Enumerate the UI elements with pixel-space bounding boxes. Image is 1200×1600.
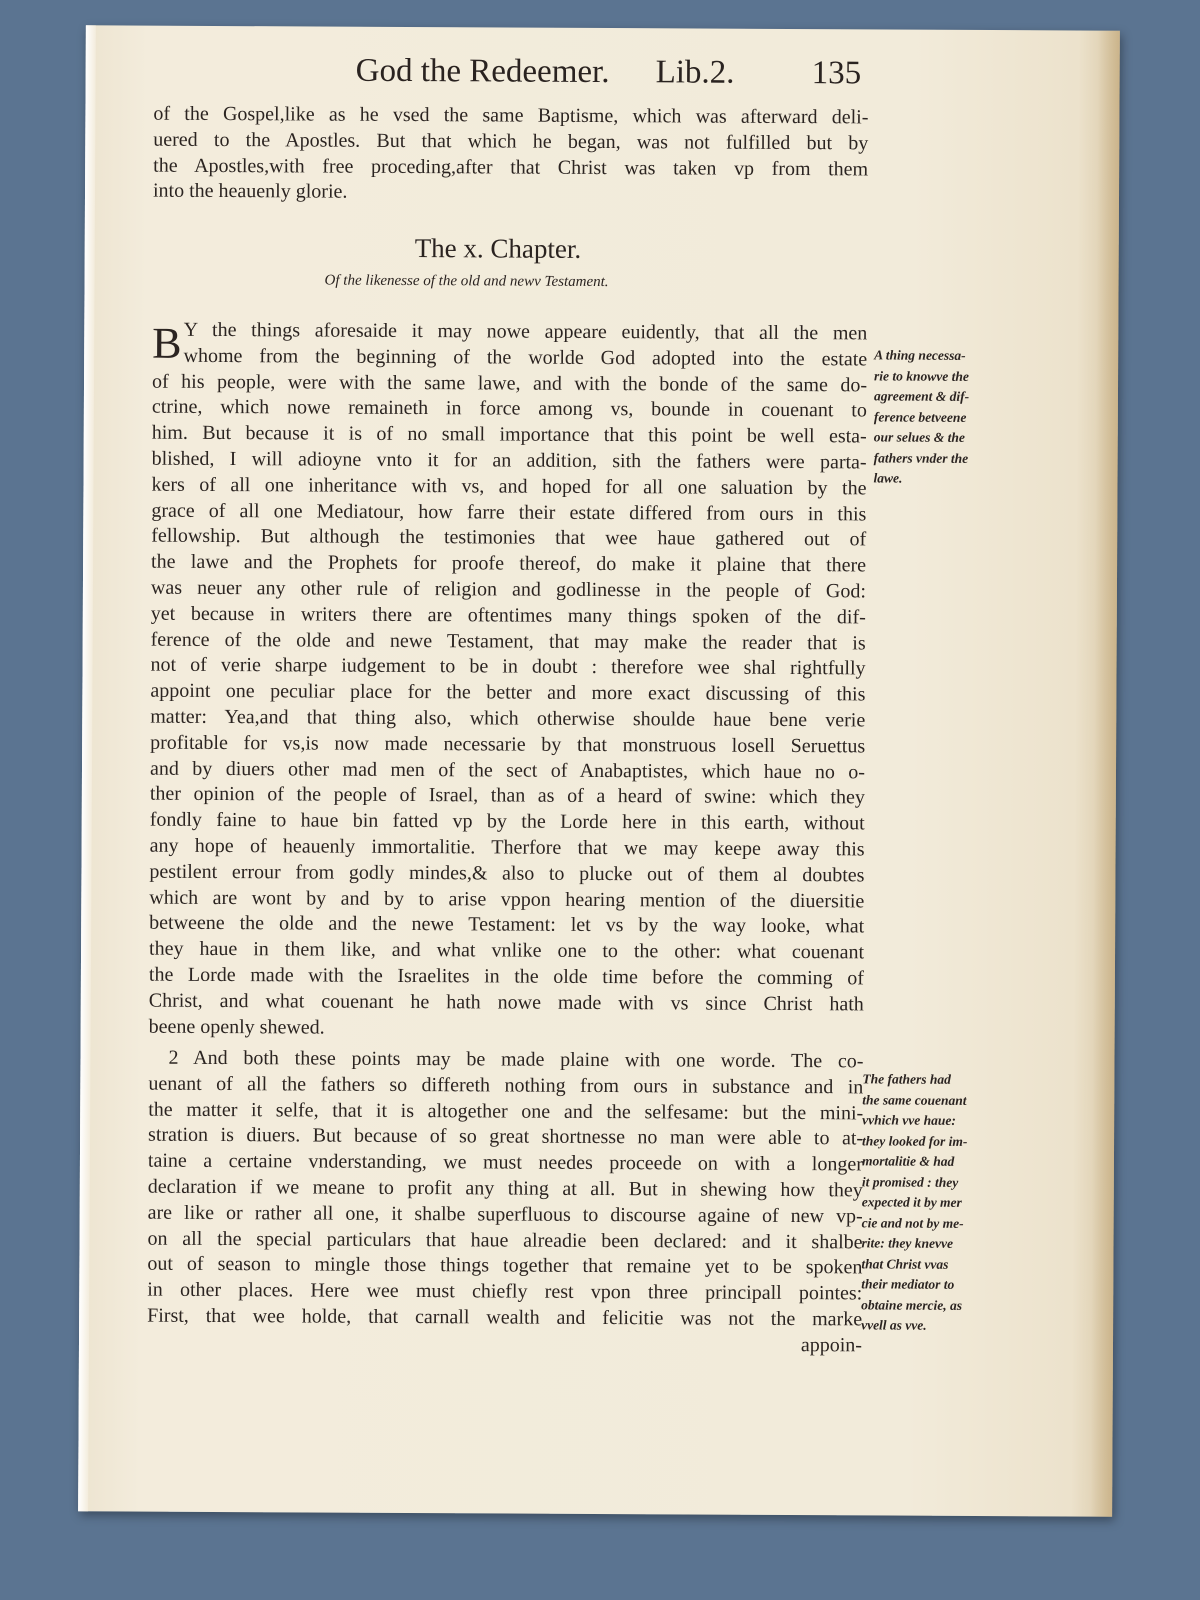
text-line: pestilent errour from godly mindes,& also to plucke out of them al doubtes <box>149 860 865 887</box>
text-line: betweene the olde and the newe Testament: let vs by the way looke, what <box>149 911 865 938</box>
text-line: declaration if we meane to profit any thing at all. But in shewing how they <box>147 1175 863 1202</box>
text-line: blished, I will adioyne vnto it for an addition, sith the fathers were parta- <box>151 447 867 474</box>
note-line: fathers vnder the <box>873 449 969 466</box>
paragraph-one <box>149 318 868 1044</box>
marginal-note-covenant <box>861 1069 1012 1336</box>
chapter-title: The x. Chapter. <box>414 233 582 264</box>
text-line: out of season to mingle those things together that remaine yet to be spoken <box>147 1253 863 1279</box>
text-line: on all the special particulars that haue alreadie been declared: and it shalbe <box>147 1227 863 1253</box>
text-line: of the Gospel,like as he vsed the same Baptisme, which was afterward deli- <box>153 102 869 129</box>
page-header <box>356 53 956 100</box>
text-line: and by diuers other mad men of the sect of Anabaptistes, which haue no o- <box>149 757 866 783</box>
running-title: God the Redeemer. <box>355 52 610 91</box>
note-line: mortalitie & had <box>861 1153 955 1169</box>
text-line: of his people, were with the same lawe, and with the bonde of the same do- <box>151 370 868 396</box>
book-page <box>78 25 1120 1516</box>
text-line: taine a certaine vnderstanding, we must needes proceede on with a longer <box>147 1149 864 1176</box>
text-line: him. But because it is of no small importance that this point be well esta- <box>151 421 867 448</box>
text-line: uered to the Apostles. But that which he began, was not fulfilled but by <box>153 128 869 155</box>
note-line: vvell as vve. <box>861 1317 927 1333</box>
catchword: appoin- <box>800 1333 863 1357</box>
text-line: stration is diuers. But because of so great shortnesse no man were able to at- <box>148 1124 864 1150</box>
note-line: A thing necessa- <box>874 347 966 363</box>
note-line: lawe. <box>873 470 903 486</box>
continued-paragraph <box>153 102 869 209</box>
text-line: profitable for vs,is now made necessarie by that monstruous losell Seruettus <box>150 731 866 758</box>
note-line: their mediator to <box>861 1276 955 1292</box>
text-line: fellowship. But although the testimonies that wee haue gathered out of <box>151 525 867 551</box>
text-line: the matter it selfe, that it is altogether one and the selfesame: but the mini- <box>148 1098 864 1124</box>
text-line: 2 And both these points may be made plaine with one worde. The co- <box>168 1046 864 1073</box>
drop-cap: B <box>152 318 182 368</box>
text-line: fondly faine to haue bin fatted vp by the Lorde here in this earth, without <box>149 808 865 835</box>
paragraph-two <box>147 1046 864 1359</box>
note-line: obtaine mercie, as <box>861 1296 963 1313</box>
text-line: in other places. Here wee must chiefly rest vpon three principall pointes: <box>147 1278 863 1305</box>
text-line: which are wont by and by to arise vppon hearing mention of the diuersitie <box>149 886 865 912</box>
note-line: rite: they knevve <box>861 1235 954 1251</box>
note-line: agreement & dif- <box>873 388 970 404</box>
note-line: ference betveene <box>873 408 967 425</box>
chapter-subtitle: Of the likenesse of the old and newv Testament. <box>324 272 609 291</box>
text-line: appoint one peculiar place for the better and more exact discussing of this <box>150 679 866 706</box>
note-line: they looked for im- <box>862 1132 968 1149</box>
text-line: First, that wee holde, that carnall wealth and felicitie was not the marke <box>147 1304 863 1331</box>
note-line: the same couenant <box>862 1091 967 1108</box>
text-line: the Apostles,with free proceding,after that Christ was taken vp from them <box>153 154 869 180</box>
text-line: ctrine, which nowe remaineth in force among vs, bounde in couenant to <box>151 396 867 422</box>
text-line: the lawe and the Prophets for proofe thereof, do make it plaine that there <box>151 550 867 577</box>
note-line: it promised : they <box>861 1173 959 1190</box>
book-label: Lib.2. <box>655 54 735 91</box>
note-line: vvhich vve haue: <box>862 1112 956 1128</box>
text-line: Christ, and what couenant he hath nowe made with vs since Christ hath <box>148 989 864 1016</box>
text-line: not of verie sharpe iudgement to be in doubt : therefore wee shal rightfully <box>150 654 866 680</box>
text-line: was neuer any other rule of religion and godlinesse in the people of God: <box>150 576 867 603</box>
text-line: Y the things aforesaide it may nowe appeare euidently, that all the men <box>183 318 868 345</box>
note-line: that Christ vvas <box>861 1255 949 1272</box>
text-line: beene openly shewed. <box>148 1015 325 1039</box>
note-line: our selues & the <box>873 429 965 445</box>
note-line: cie and not by me- <box>861 1214 964 1231</box>
text-line: grace of all one Mediatour, how farre their estate differed from ours in this <box>151 499 867 525</box>
text-line: ther opinion of the people of Israel, than as of a heard of swine: which they <box>149 782 865 809</box>
text-line: any hope of heauenly immortalitie. Therfore that we may keepe away this <box>149 834 865 861</box>
text-line: matter: Yea,and that thing also, which otherwise shoulde haue bene verie <box>150 705 866 732</box>
page-number: 135 <box>811 55 862 92</box>
text-line: ference of the olde and newe Testament, that may make the reader that is <box>150 628 866 654</box>
text-line: are like or rather all one, it shalbe superfluous to discourse againe of new vp- <box>147 1201 863 1228</box>
text-line: they haue in them like, and what vnlike one to the other: what couenant <box>149 937 865 964</box>
marginal-note-agreement <box>873 345 1024 489</box>
text-line: the Lorde made with the Israelites in the olde time before the comming of <box>148 963 864 990</box>
text-line: whome from the beginning of the worlde God adopted into the estate <box>183 344 868 371</box>
note-line: rie to knowve the <box>874 367 969 384</box>
text-line: kers of all one inheritance with vs, and hoped for all one saluation by the <box>151 473 867 500</box>
note-line: expected it by mer <box>861 1194 962 1210</box>
text-line: uenant of all the fathers so differeth nothing from ours in substance and in <box>148 1072 864 1099</box>
note-line: The fathers had <box>862 1071 951 1087</box>
text-line: yet because in writers there are oftentimes many things spoken of the dif- <box>150 602 866 629</box>
text-line: into the heauenly glorie. <box>152 180 348 204</box>
